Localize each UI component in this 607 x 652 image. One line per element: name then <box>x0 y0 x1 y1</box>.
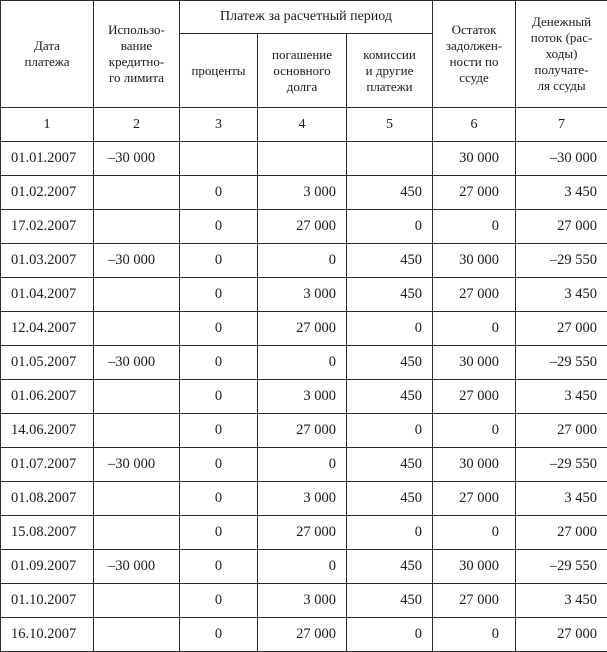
cell-cash-flow: 3 450 <box>516 176 607 210</box>
cell-balance: 0 <box>433 618 516 652</box>
cell-credit-usage <box>94 380 180 414</box>
cell-date: 01.05.2007 <box>1 346 94 380</box>
header-line: ности по <box>433 54 515 70</box>
table-row <box>1 346 607 380</box>
cell-fees: 0 <box>347 618 433 652</box>
header-line: ссуде <box>433 70 515 86</box>
column-number: 4 <box>258 108 347 142</box>
cell-balance: 0 <box>433 210 516 244</box>
cell-principal: 3 000 <box>258 278 347 312</box>
column-number-row <box>1 108 607 142</box>
cell-credit-usage <box>94 618 180 652</box>
cell-balance: 27 000 <box>433 176 516 210</box>
cell-principal: 27 000 <box>258 516 347 550</box>
cell-principal: 3 000 <box>258 584 347 618</box>
cell-date: 16.10.2007 <box>1 618 94 652</box>
cell-date: 01.07.2007 <box>1 448 94 482</box>
header-credit-limit-usage <box>94 1 180 108</box>
cell-interest: 0 <box>180 618 258 652</box>
table-row <box>1 550 607 584</box>
table-row <box>1 312 607 346</box>
cell-credit-usage <box>94 482 180 516</box>
cell-interest: 0 <box>180 482 258 516</box>
cell-cash-flow: 27 000 <box>516 618 607 652</box>
column-number: 5 <box>347 108 433 142</box>
cell-interest: 0 <box>180 550 258 584</box>
cell-principal: 27 000 <box>258 414 347 448</box>
cell-credit-usage <box>94 414 180 448</box>
cell-fees: 450 <box>347 380 433 414</box>
cell-cash-flow: 3 450 <box>516 380 607 414</box>
cell-credit-usage: –30 000 <box>94 244 180 278</box>
cell-fees: 450 <box>347 278 433 312</box>
cell-balance: 0 <box>433 414 516 448</box>
cell-principal: 27 000 <box>258 618 347 652</box>
cell-balance: 30 000 <box>433 448 516 482</box>
cell-fees: 450 <box>347 346 433 380</box>
header-cash-flow <box>516 1 607 108</box>
cell-date: 01.06.2007 <box>1 380 94 414</box>
cell-balance: 27 000 <box>433 482 516 516</box>
cell-fees: 450 <box>347 448 433 482</box>
cell-cash-flow: 27 000 <box>516 414 607 448</box>
cell-cash-flow: 27 000 <box>516 210 607 244</box>
cell-cash-flow: –29 550 <box>516 244 607 278</box>
header-line: ходы) <box>516 46 607 62</box>
table-row <box>1 278 607 312</box>
cell-credit-usage <box>94 584 180 618</box>
cell-principal: 0 <box>258 244 347 278</box>
cell-date: 01.10.2007 <box>1 584 94 618</box>
cell-balance: 0 <box>433 312 516 346</box>
cell-cash-flow: 3 450 <box>516 482 607 516</box>
cell-cash-flow: –30 000 <box>516 142 607 176</box>
header-line: и другие <box>347 63 432 79</box>
cell-credit-usage <box>94 516 180 550</box>
cell-interest: 0 <box>180 278 258 312</box>
header-date <box>1 1 94 108</box>
header-line: комиссии <box>347 47 432 63</box>
cell-balance: 27 000 <box>433 584 516 618</box>
cell-cash-flow: 3 450 <box>516 584 607 618</box>
table-row <box>1 618 607 652</box>
cell-fees: 0 <box>347 312 433 346</box>
header-line: поток (рас- <box>516 30 607 46</box>
cell-fees: 450 <box>347 482 433 516</box>
header-interest <box>180 34 258 108</box>
table-row <box>1 142 607 176</box>
header-line: Остаток <box>433 22 515 38</box>
cell-credit-usage <box>94 312 180 346</box>
header-line: погашение <box>258 47 346 63</box>
cell-principal: 27 000 <box>258 210 347 244</box>
cell-fees: 0 <box>347 414 433 448</box>
cell-credit-usage: –30 000 <box>94 346 180 380</box>
cell-balance: 0 <box>433 516 516 550</box>
cell-cash-flow: –29 550 <box>516 550 607 584</box>
cell-cash-flow: –29 550 <box>516 346 607 380</box>
cell-balance: 30 000 <box>433 550 516 584</box>
header-fees <box>347 34 433 108</box>
table-row <box>1 482 607 516</box>
cell-cash-flow: 3 450 <box>516 278 607 312</box>
cell-principal: 3 000 <box>258 482 347 516</box>
cell-date: 14.06.2007 <box>1 414 94 448</box>
cell-cash-flow: –29 550 <box>516 448 607 482</box>
cell-date: 15.08.2007 <box>1 516 94 550</box>
cell-principal <box>258 142 347 176</box>
column-number: 2 <box>94 108 180 142</box>
cell-date: 01.04.2007 <box>1 278 94 312</box>
table-row <box>1 584 607 618</box>
cell-fees: 450 <box>347 584 433 618</box>
cell-fees: 450 <box>347 176 433 210</box>
cell-balance: 30 000 <box>433 346 516 380</box>
cell-credit-usage <box>94 210 180 244</box>
column-number: 7 <box>516 108 607 142</box>
header-payment-group: Платеж за расчетный период <box>180 1 433 34</box>
header-line: платежа <box>1 54 93 70</box>
cell-interest: 0 <box>180 414 258 448</box>
cell-principal: 3 000 <box>258 176 347 210</box>
cell-interest: 0 <box>180 448 258 482</box>
cell-principal: 3 000 <box>258 380 347 414</box>
cell-principal: 0 <box>258 346 347 380</box>
header-line: Использо- <box>94 22 179 38</box>
cell-interest: 0 <box>180 584 258 618</box>
cell-interest: 0 <box>180 176 258 210</box>
header-line: проценты <box>180 63 257 79</box>
cell-date: 12.04.2007 <box>1 312 94 346</box>
cell-date: 17.02.2007 <box>1 210 94 244</box>
cell-date: 01.09.2007 <box>1 550 94 584</box>
cell-interest: 0 <box>180 244 258 278</box>
header-line: платежи <box>347 79 432 95</box>
header-line: Дата <box>1 38 93 54</box>
cell-fees <box>347 142 433 176</box>
cell-fees: 450 <box>347 244 433 278</box>
cell-principal: 0 <box>258 448 347 482</box>
table-body <box>1 142 607 652</box>
cell-credit-usage <box>94 278 180 312</box>
table-row <box>1 244 607 278</box>
cell-credit-usage: –30 000 <box>94 142 180 176</box>
cell-principal: 27 000 <box>258 312 347 346</box>
column-number: 3 <box>180 108 258 142</box>
table-row <box>1 448 607 482</box>
cell-credit-usage: –30 000 <box>94 550 180 584</box>
cell-credit-usage: –30 000 <box>94 448 180 482</box>
cell-balance: 30 000 <box>433 142 516 176</box>
cell-date: 01.01.2007 <box>1 142 94 176</box>
cell-fees: 0 <box>347 516 433 550</box>
cell-fees: 450 <box>347 550 433 584</box>
table-row <box>1 414 607 448</box>
cell-cash-flow: 27 000 <box>516 312 607 346</box>
header-line: Денежный <box>516 14 607 30</box>
table-row <box>1 516 607 550</box>
header-line: кредитно- <box>94 54 179 70</box>
cell-balance: 27 000 <box>433 278 516 312</box>
table-row <box>1 176 607 210</box>
cell-interest: 0 <box>180 516 258 550</box>
cell-interest: 0 <box>180 346 258 380</box>
cell-interest: 0 <box>180 210 258 244</box>
cell-date: 01.02.2007 <box>1 176 94 210</box>
column-number: 6 <box>433 108 516 142</box>
cell-principal: 0 <box>258 550 347 584</box>
header-line: вание <box>94 38 179 54</box>
cell-date: 01.08.2007 <box>1 482 94 516</box>
table-row <box>1 210 607 244</box>
header-principal <box>258 34 347 108</box>
cell-interest: 0 <box>180 312 258 346</box>
table-row <box>1 380 607 414</box>
column-number: 1 <box>1 108 94 142</box>
cell-balance: 27 000 <box>433 380 516 414</box>
header-line: получате- <box>516 62 607 78</box>
header-line: задолжен- <box>433 38 515 54</box>
header-line: основного <box>258 63 346 79</box>
cell-date: 01.03.2007 <box>1 244 94 278</box>
cell-fees: 0 <box>347 210 433 244</box>
header-line: го лимита <box>94 70 179 86</box>
cell-interest: 0 <box>180 380 258 414</box>
header-line: ля ссуды <box>516 78 607 94</box>
cell-interest <box>180 142 258 176</box>
cell-credit-usage <box>94 176 180 210</box>
header-line: долга <box>258 79 346 95</box>
cell-cash-flow: 27 000 <box>516 516 607 550</box>
header-loan-balance <box>433 1 516 108</box>
cell-balance: 30 000 <box>433 244 516 278</box>
